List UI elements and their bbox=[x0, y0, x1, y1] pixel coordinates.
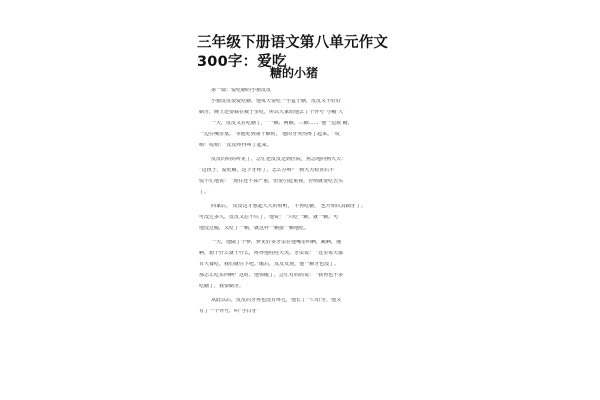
essay-line: 有了一个外号，叫“小白牙” bbox=[199, 309, 260, 314]
essay-line: 皮皮的妈妈听见了，急忙把皮皮送到医院，焦急地问狗大夫： bbox=[211, 157, 347, 162]
essay-line: 回家后， 皮皮这才想起大夫的吩咐， 不再吃糖， 也开始认真刷牙了。 bbox=[211, 204, 366, 209]
essay-line: 小猪皮皮很爱吃糖，他每天要吃一小盒子糖，皮皮又不好好 bbox=[211, 99, 342, 104]
essay-line: 一天，他做了个梦，梦见好多牙虫在他嘴里叫啊，跳啊，撞 bbox=[211, 240, 342, 245]
essay-line: 了。” bbox=[199, 190, 210, 195]
document-title: 三年级下册语文第八单元作文 300字：爱吃 bbox=[197, 35, 389, 70]
document-subtitle: 糖的小猪 bbox=[270, 66, 319, 80]
essay-line: 那怎么吃东西啊？这时，他惊醒了，急忙对妈妈说： “我再也不多 bbox=[199, 273, 344, 278]
essay-line: 啊，想干什么就干什么，疼得他哇哇大哭。牙虫说： “这里每天都 bbox=[199, 251, 344, 256]
essay-line: “这孩子，爱吃糖，这下牙疼了，怎么办呀？”狗大夫检查后不 bbox=[199, 168, 335, 173]
essay-line: 吃糖了，我要刷牙。 ” bbox=[199, 284, 249, 289]
essay-line: 他没过瘾，又吃了一颗，就这样一颗接一颗地吃。 bbox=[199, 226, 310, 231]
essay-line: 可没过多久，皮皮又忍不住了，他说： “只吃一颗，就一颗。”可 bbox=[199, 215, 339, 220]
essay-line: 刷牙，晚上还要躲在被子里吃，所以大家给他去了个外号“小糖 人” bbox=[199, 110, 346, 115]
essay-line: 从此以后，皮皮的牙再也没有疼过，他长了一口好牙，他又 bbox=[211, 298, 342, 303]
essay-line: 有大餐吃，我们就住下吧。”醒后，皮皮发现，他一颗牙也没了。 bbox=[199, 262, 340, 267]
essay-line: 呦！哎呦！”皮皮疼得叫了起来。 bbox=[199, 143, 272, 148]
essay-line: 一边往嘴里塞。 等他吃到第十颗时， 他的牙突然疼了起来。“哎 bbox=[199, 132, 340, 137]
essay-body bbox=[199, 88, 414, 314]
essay-line: 一天，皮皮又在吃糖了，“一颗、两颗、三颗……”他一边数 糖， bbox=[211, 121, 353, 126]
essay-line: 慌不忙地说： “现在还不算严重，但要引起重视，否则就要吃苦头 bbox=[199, 179, 344, 184]
essay-line: 第一篇：爱吃糖的小猪皮皮 bbox=[211, 88, 272, 93]
